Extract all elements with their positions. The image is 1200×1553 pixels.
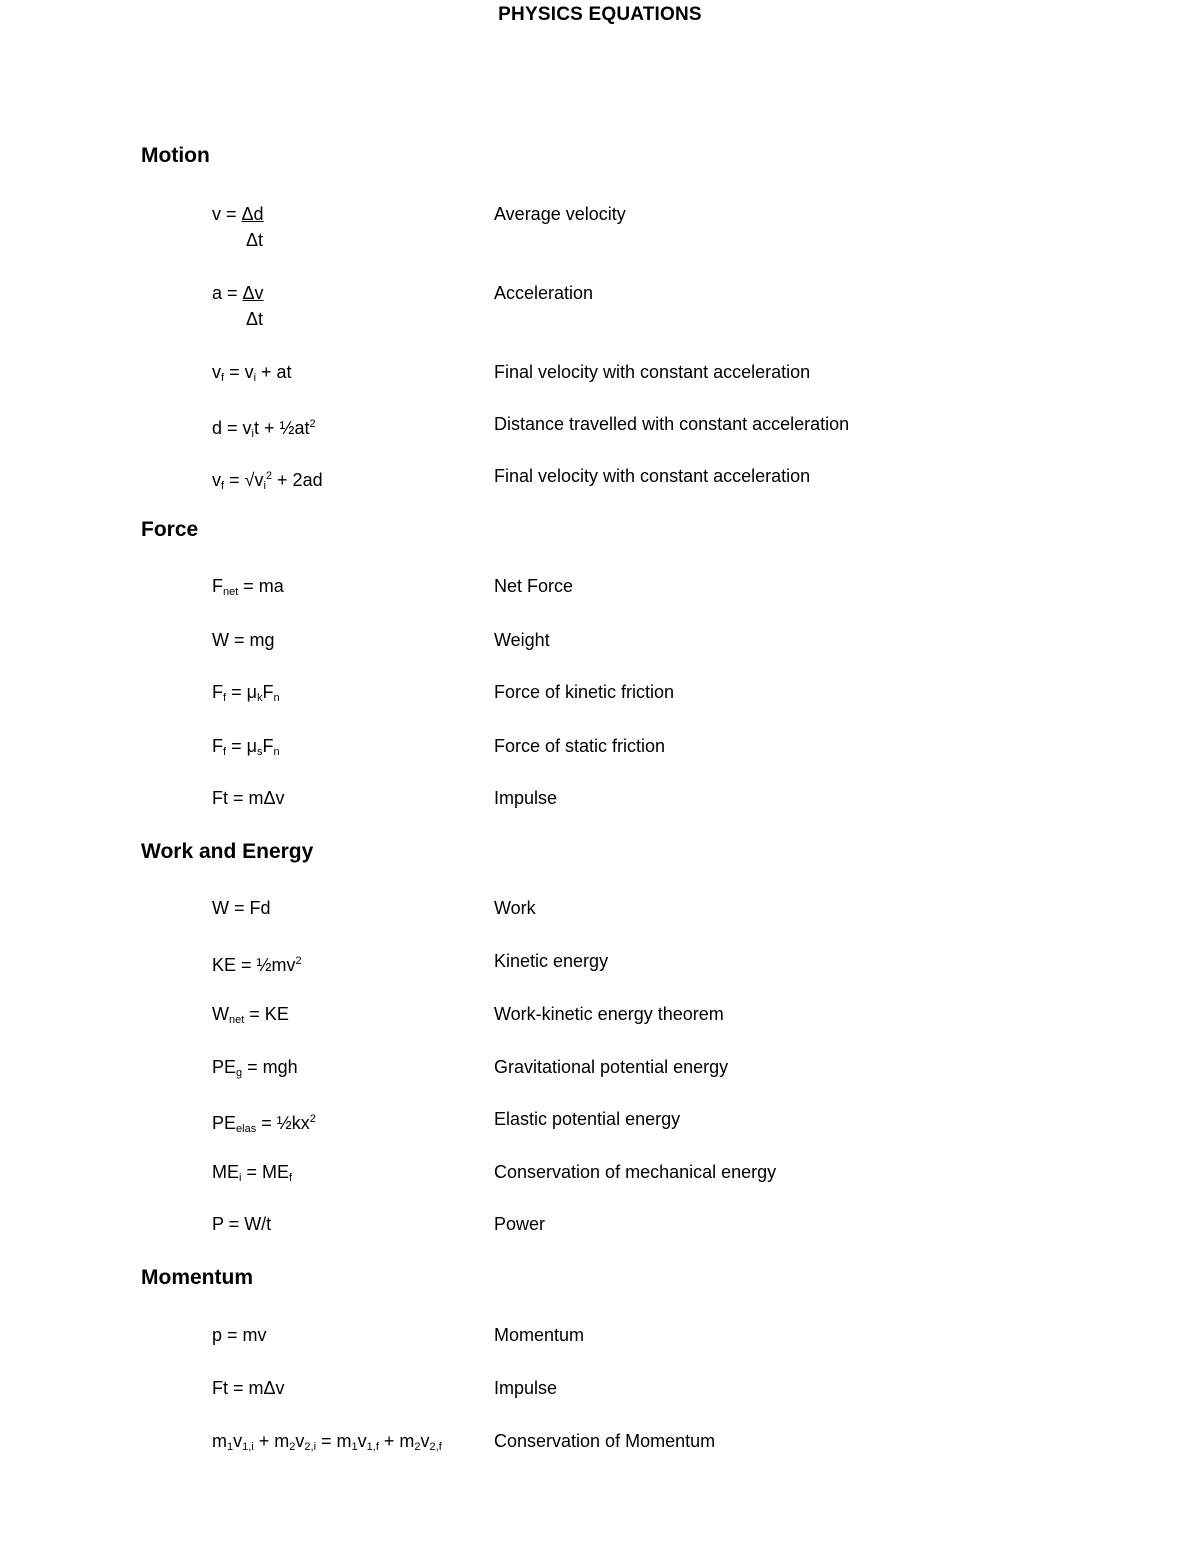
equation-distance: $d = v_it$ + $\frac{1}{2}at^2$ [212,418,316,440]
equation-final-velocity-distance: $v_f = √v_i^2 + 2ad$ [212,470,323,492]
equation-net-force: $F_{net}$ = ma [212,576,284,598]
equation-weight: W = mg [212,630,275,650]
equation-kinetic-friction: $F_f = \mu_kF_n$ [212,682,280,704]
description: Distance travelled with constant acceleration [494,414,850,434]
description: Final velocity with constant acceleration [494,466,811,486]
description: Momentum [494,1325,585,1345]
description: Force of static friction [494,736,666,756]
equation-impulse-momentum: Ft = mΔv [212,1378,285,1398]
description: Power [494,1214,546,1234]
description: Conservation of Momentum [494,1431,716,1451]
description: Impulse [494,788,558,808]
equation-gravitational-pe: $PE_g$ = mgh [212,1057,298,1079]
description: Gravitational potential energy [494,1057,729,1077]
description: Elastic potential energy [494,1109,681,1129]
description: Conservation of mechanical energy [494,1162,777,1182]
equation-conservation-momentum: $m_1v_{1,i} + m_2v_{2,i} = m_1v_{1,f} + m_2v_{2,f}$ [212,1431,442,1453]
equation-kinetic-energy: KE = $\frac{1}{2}mv^2$ [212,955,302,975]
description: Force of kinetic friction [494,682,675,702]
equation-work: W = Fd [212,898,271,918]
equation-acceleration: a = Δv [212,283,264,303]
equation-impulse: Ft = mΔv [212,788,285,808]
section-heading-momentum: Momentum [141,1266,253,1289]
description: Work [494,898,536,918]
description: Impulse [494,1378,558,1398]
description: Weight [494,630,550,650]
equation-final-velocity: $v_f = v_i$ + at [212,362,292,384]
equation-power: P = W/t [212,1214,272,1234]
page-title: PHYSICS EQUATIONS [498,4,702,25]
section-heading-force: Force [141,518,199,541]
section-heading-motion: Motion [141,144,210,167]
equation-static-friction: $F_f = \mu_sF_n$ [212,736,280,758]
description: Work-kinetic energy theorem [494,1004,724,1024]
equation-average-velocity: v = Δd [212,204,264,224]
equation-mechanical-energy: $ME_i = ME_f$ [212,1162,293,1184]
description: Net Force [494,576,574,596]
description: Final velocity with constant acceleration [494,362,811,382]
equation-work-kinetic-theorem: $W_{net}$ = KE [212,1004,289,1026]
equation-elastic-pe: $PE_{elas}$ = $\frac{1}{2}kx^2$ [212,1113,316,1135]
equation-denominator: Δt [246,309,264,329]
section-heading-work-energy: Work and Energy [141,840,314,863]
description: Acceleration [494,283,594,303]
description: Kinetic energy [494,951,609,971]
equation-momentum: p = mv [212,1325,267,1345]
description: Average velocity [494,204,626,224]
equation-denominator: Δt [246,230,264,250]
